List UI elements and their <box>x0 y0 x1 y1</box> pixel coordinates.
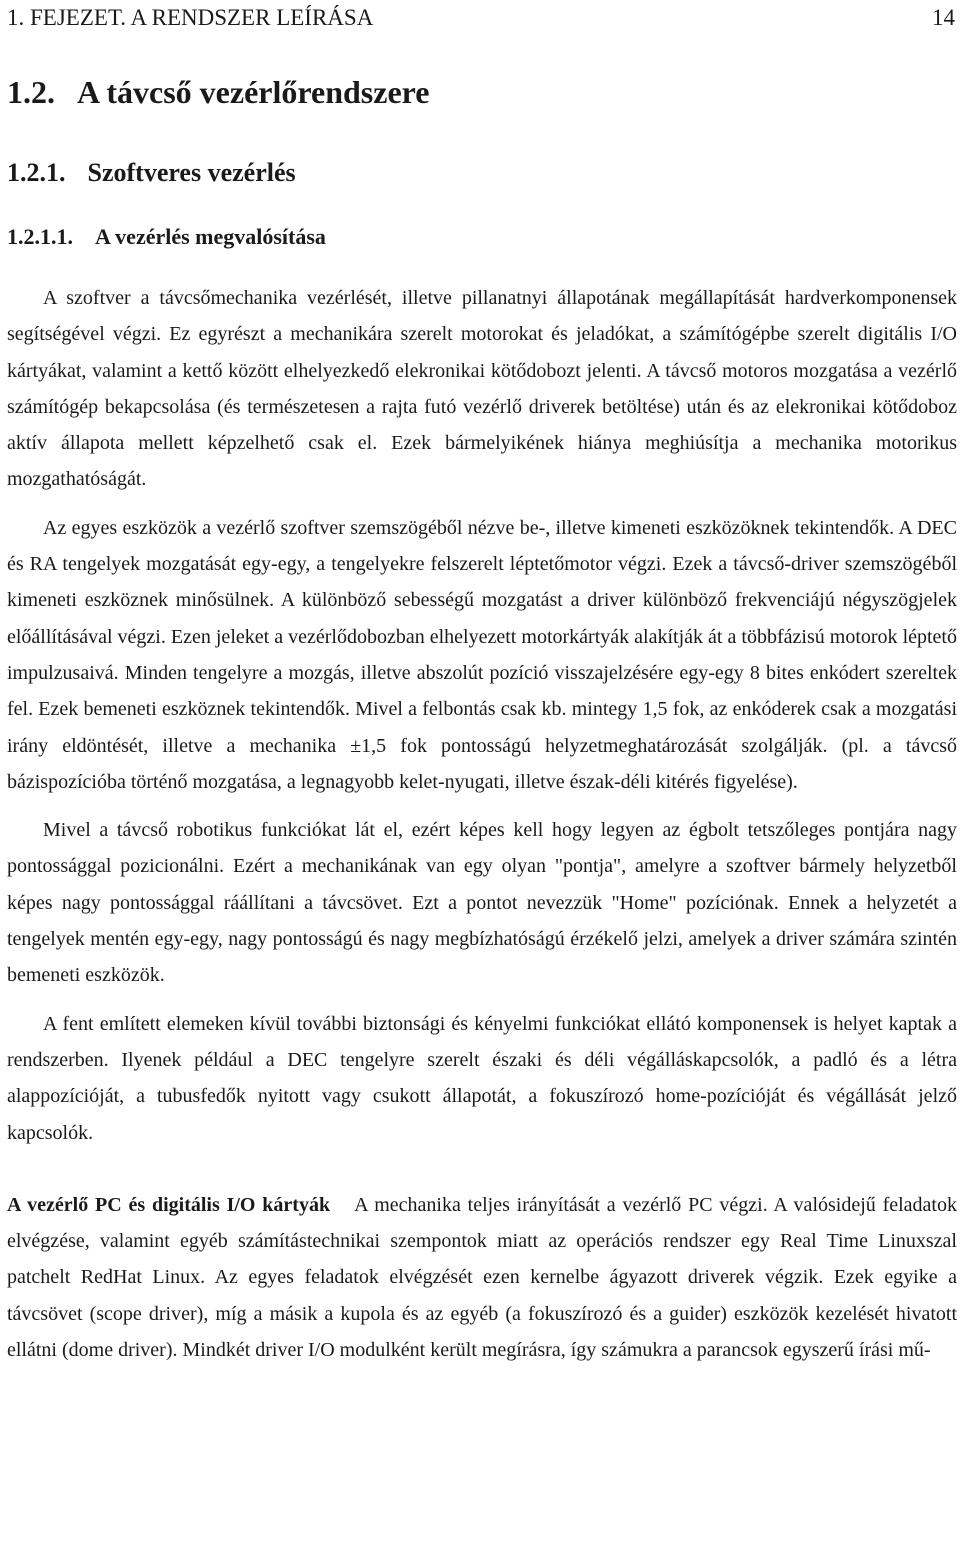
run-in-heading: A vezérlő PC és digitális I/O kártyák <box>7 1193 331 1216</box>
page-number: 14 <box>932 5 955 30</box>
subsubsection-number: 1.2.1.1. <box>7 224 73 249</box>
section-number: 1.2. <box>7 74 55 110</box>
subsection-heading <box>7 156 296 190</box>
section-heading <box>7 72 429 112</box>
run-in-paragraph: A mechanika teljes irányítását a vezérlő PC végzi. A valósidejű feladatok elvégzése, valamint egyéb számítástechnikai szempontok miatt az operációs rendszer egy Real Time Linuxszal patchelt RedHat Linux. Az egyes feladatok elvégzését ezen kernelbe ágyazott driverek végzik. Ezek egyike a távcsövet (scope driver), míg a másik a kupola és az egyéb (a fokuszírozó és a guider) eszközök kezelését hivatott ellátni (dome driver). Mindkét driver I/O modulként került megírásra, így számukra a parancsok egyszerű írási mű- <box>7 1193 957 1362</box>
body-text <box>7 280 957 1368</box>
paragraph-4: A fent említett elemeken kívül további biztonsági és kényelmi funkciókat ellátó komponensek is helyet kaptak a rendszerben. Ilyenek például a DEC tengelyre szerelt északi és déli végálláskapcsolók, a padló és a létra alappozícióját, a tubusfedők nyitott vagy csukott állapotát, a fokuszírozó home-pozícióját és végállását jelző kapcsolók. <box>7 1012 957 1144</box>
subsubsection-heading <box>7 222 326 252</box>
paragraph-2: Az egyes eszközök a vezérlő szoftver szemszögéből nézve be-, illetve kimeneti eszközöknek tekintendők. A DEC és RA tengelyek mozgatását egy-egy, a tengelyekre felszerelt léptetőmotor végzi. Ezek a távcső-driver szemszögéből kimeneti eszköznek minősülnek. A különböző sebességű mozgatást a driver különböző frekvenciájú négyszögjelek előállításával végzi. Ezen jeleket a vezérlődobozban elhelyezett motorkártyák alakítják át a többfázisú motorok léptető impulzusaivá. Minden tengelyre a mozgás, illetve abszolút pozíció visszajelzésére egy-egy 8 bites enkódert szereltek fel. Ezek bemeneti eszköznek tekintendők. Mivel a felbontás csak kb. mintegy 1,5 fok, az enkóderek csak a mozgatási irány eldöntését, illetve a mechanika ±1,5 fok pontosságú helyzetmeghatározását szolgálják. (pl. a távcső bázispozícióba történő mozgatása, a legnagyobb kelet-nyugati, illetve észak-déli kitérés figyelése). <box>7 516 957 793</box>
paragraph-3: Mivel a távcső robotikus funkciókat lát el, ezért képes kell hogy legyen az égbolt tetszőleges pontjára nagy pontossággal pozicionálni. Ezért a mechanikának van egy olyan "pontja", amelyre a szoftver bármely helyzetből képes nagy pontossággal ráállítani a távcsövet. Ezt a pontot nevezzük "Home" pozíciónak. Ennek a helyzetét a tengelyek mentén egy-egy, nagy pontosságú és nagy megbízhatóságú érzékelő jelzi, amelyek a driver számára szintén bemeneti eszközök. <box>7 819 957 987</box>
section-title: A távcső vezérlőrendszere <box>77 74 430 110</box>
paragraph-5 <box>7 1187 957 1368</box>
chapter-title: 1. FEJEZET. A RENDSZER LEÍRÁSA <box>7 5 374 30</box>
running-header <box>7 2 957 34</box>
subsection-title: Szoftveres vezérlés <box>87 158 296 187</box>
paragraph-1: A szoftver a távcsőmechanika vezérlését, illetve pillanatnyi állapotának megállapítását hardverkomponensek segítségével végzi. Ez egyrészt a mechanikára szerelt motorokat és jeladókat, a számítógépbe szerelt digitális I/O kártyákat, valamint a kettő között elhelyezkedő elekronikai kötődobozt jelenti. A távcső motoros mozgatása a vezérlő számítógép bekapcsolása (és természetesen a rajta futó vezérlő driverek betöltése) után és az elekronikai kötődoboz aktív állapota mellett képzelhető csak el. Ezek bármelyikének hiánya meghiúsítja a mechanika motorikus mozgathatóságát. <box>7 287 957 491</box>
subsection-number: 1.2.1. <box>7 158 66 187</box>
subsubsection-title: A vezérlés megvalósítása <box>95 224 326 249</box>
